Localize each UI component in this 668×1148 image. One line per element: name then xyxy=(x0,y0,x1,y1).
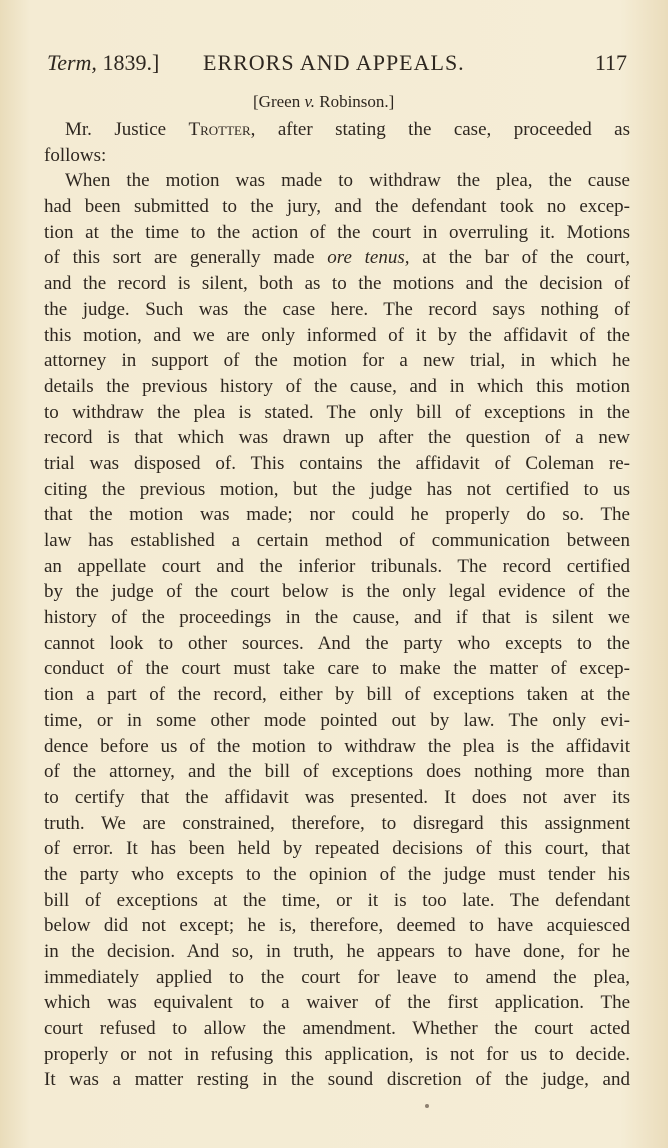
text-line: tion at the time to the action of the court in overruling it. Motions xyxy=(44,221,630,243)
text-line: truth. We are constrained, therefore, to disregard this assignment xyxy=(44,812,630,834)
text-line: in the decision. And so, in truth, he appears to have done, for he xyxy=(44,941,630,962)
text-line: this motion, and we are only informed of it by the affidavit of the xyxy=(44,324,630,346)
term-label: Term, xyxy=(47,50,97,75)
text-line: cannot look to other sources. And the party who excepts to the xyxy=(44,632,630,654)
text-line: the party who excepts to the opinion of the judge must tender his xyxy=(44,863,630,885)
case-versus: v. xyxy=(304,92,315,111)
line-text: of this sort are generally made xyxy=(44,247,315,269)
text-line: below did not except; he is, therefore, deemed to have acquiesced xyxy=(44,915,630,937)
case-party-two: Robinson.] xyxy=(319,92,395,111)
running-header-term xyxy=(47,50,159,76)
text-line: the judge. Such was the case here. The record says nothing of xyxy=(44,298,630,320)
text-line xyxy=(44,245,630,271)
case-party-one: [Green xyxy=(253,92,301,111)
text-line: to certify that the affidavit was presented. It does not aver its xyxy=(44,786,630,808)
text-line: When the motion was made to withdraw the plea, the cause xyxy=(65,170,630,192)
justice-name: Trotter, xyxy=(188,119,256,140)
text-line: time, or in some other mode pointed out by law. The only evi- xyxy=(44,709,630,731)
text-line: record is that which was drawn up after the question of a new xyxy=(44,427,630,449)
term-year: 1839.] xyxy=(102,50,160,75)
text-line xyxy=(44,117,630,143)
text-line: conduct of the court must take care to make the matter of excep- xyxy=(44,658,630,680)
case-reference xyxy=(253,92,394,112)
text-line: tion a part of the record, either by bill of exceptions taken at the xyxy=(44,684,630,706)
text-line: bill of exceptions at the time, or it is too late. The defendant xyxy=(44,889,630,911)
text-line: history of the proceedings in the cause, and if that is silent we xyxy=(44,607,630,629)
text-line: details the previous history of the cause, and in which this motion xyxy=(44,375,630,397)
line-text: after stating the case, proceeded as xyxy=(277,119,631,140)
running-header xyxy=(47,50,627,80)
text-line: trial was disposed of. This contains the affidavit of Coleman re- xyxy=(44,452,630,474)
text-line: of the attorney, and the bill of exceptions does nothing more than xyxy=(44,761,630,783)
text-line: an appellate court and the inferior tribunals. The record certified xyxy=(44,555,630,577)
text-line: to withdraw the plea is stated. The only bill of exceptions in the xyxy=(44,401,630,423)
text-line: immediately applied to the court for leave to amend the plea, xyxy=(44,966,630,988)
text-line: dence before us of the motion to withdraw the plea is the affidavit xyxy=(44,735,630,757)
text-line: citing the previous motion, but the judge has not certified to us xyxy=(44,478,630,500)
text-line: of error. It has been held by repeated decisions of this court, that xyxy=(44,838,630,860)
text-line: properly or not in refusing this application, is not for us to decide. xyxy=(44,1043,630,1065)
text-line: which was equivalent to a waiver of the first application. The xyxy=(44,992,630,1014)
text-line: by the judge of the court below is the only legal evidence of the xyxy=(44,581,630,603)
text-line: follows: xyxy=(44,144,107,166)
text-line: It was a matter resting in the sound discretion of the judge, and xyxy=(44,1069,630,1091)
line-text: Mr. Justice xyxy=(65,119,167,140)
text-line: attorney in support of the motion for a new trial, in which he xyxy=(44,350,630,372)
page-number: 117 xyxy=(594,50,627,75)
text-line: law has established a certain method of communication between xyxy=(44,530,630,551)
text-line: that the motion was made; nor could he properly do so. The xyxy=(44,504,630,526)
latin-phrase: ore tenus, xyxy=(327,247,410,269)
text-line: had been submitted to the jury, and the defendant took no excep- xyxy=(44,196,630,218)
text-line: and the record is silent, both as to the motions and the decision of xyxy=(44,273,630,295)
line-text: at the bar of the court, xyxy=(422,247,631,269)
running-header-title: ERRORS AND APPEALS. xyxy=(203,50,465,75)
opinion-text xyxy=(44,117,630,1093)
text-line: court refused to allow the amendment. Whether the court acted xyxy=(44,1018,630,1040)
ink-smudge xyxy=(425,1104,429,1108)
